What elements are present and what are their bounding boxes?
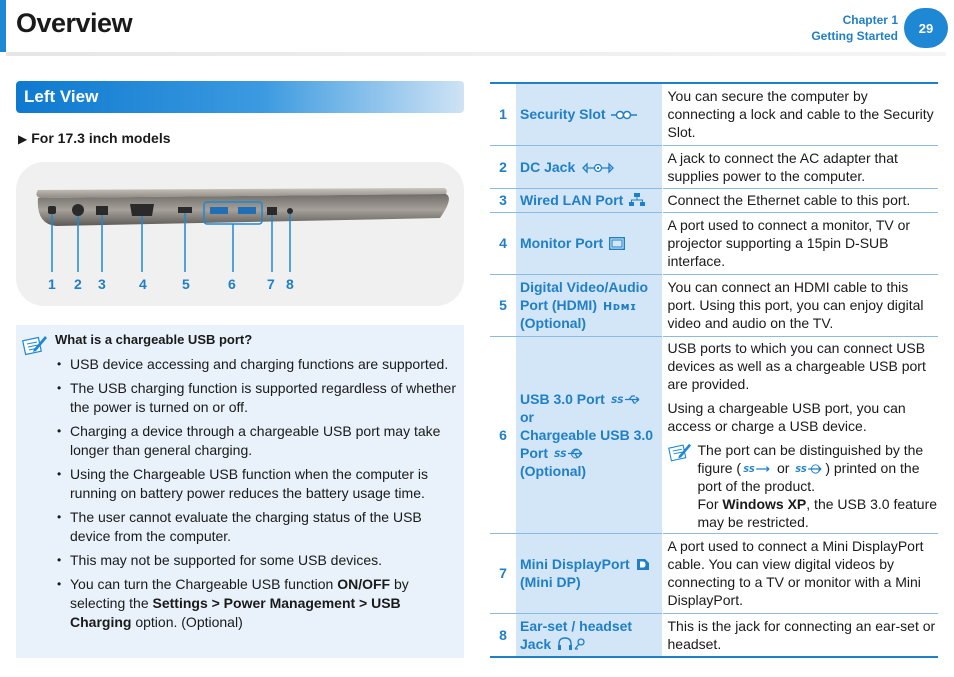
chapter-number: Chapter 1 — [842, 13, 898, 27]
note-item-settings: • You can turn the Chargeable USB function ON/OFF by selecting the Settings > Power Management > USB Charging option. (Optional) — [70, 575, 462, 632]
port-description: A port used to connect a Mini DisplayPort cable. You can view digital videos by connecting to a TV or monitor with a Mini DisplayPort. — [667, 538, 924, 608]
monitor-icon — [609, 237, 625, 250]
models-label-text: For 17.3 inch models — [31, 130, 171, 146]
port-number-3: 3 — [98, 276, 106, 292]
table-row — [490, 83, 938, 145]
row-number: 5 — [490, 274, 516, 336]
table-row — [490, 336, 938, 533]
page-title: Overview — [16, 8, 133, 38]
header-divider — [6, 52, 946, 56]
chapter-title: Getting Started — [811, 29, 898, 43]
laptop-left-view-image — [16, 162, 464, 306]
header-accent-bar — [0, 0, 6, 52]
port-description: Connect the Ethernet cable to this port. — [667, 192, 911, 208]
ports-table — [490, 82, 938, 658]
row-number: 3 — [490, 188, 516, 212]
row-number: 1 — [490, 83, 516, 145]
port-name: USB 3.0 Port SS or Chargeable USB 3.0 Port SS (Optional) — [516, 336, 662, 533]
chargeable-usb-note — [16, 325, 464, 658]
port-name: Monitor Port — [516, 212, 662, 274]
port-name: Digital Video/Audio Port (HDMI) Hᴅᴍɪ (Optional) — [516, 274, 662, 336]
port-name: Ear-set / headset Jack — [516, 613, 662, 657]
port-number-5: 5 — [182, 276, 190, 292]
table-row — [490, 145, 938, 188]
hdmi-icon — [603, 300, 647, 312]
section-title: Left View — [24, 87, 99, 106]
note-title: What is a chargeable USB port? — [55, 332, 253, 347]
vga-port — [130, 204, 154, 216]
pencil-note-icon — [22, 333, 48, 362]
svg-text:SS: SS — [553, 449, 567, 460]
security-slot-port — [48, 206, 56, 214]
usb-subnote: The port can be distinguished by the figure ( SS or SS ) printed on the port of the product. For Windows XP, the USB 3.0 feature may be restricted. — [668, 441, 939, 531]
row-number: 6 — [490, 336, 516, 533]
chargeable-usb3-icon — [795, 463, 825, 475]
usb-desc-2: Using a chargeable USB port, you can access or charge a USB device. — [667, 399, 906, 434]
port-description: You can connect an HDMI cable to this port. Using this port, you can enjoy digital video and audio on the TV. — [667, 279, 924, 331]
row-number: 2 — [490, 145, 516, 188]
note-item: • Using the Chargeable USB function when the computer is running on battery power reduces the battery usage time. — [70, 465, 462, 503]
usb-desc-1: USB ports to which you can connect USB devices as well as a chargeable USB port are provided. — [667, 339, 926, 392]
port-name: Security Slot — [516, 83, 662, 145]
table-row — [490, 188, 938, 212]
port-number-8: 8 — [286, 276, 294, 292]
lock-slot-icon — [611, 109, 637, 121]
row-number: 8 — [490, 613, 516, 657]
svg-text:Hᴅᴍɪ: Hᴅᴍɪ — [602, 300, 637, 312]
port-number-2: 2 — [74, 276, 82, 292]
note-item: • The user cannot evaluate the charging status of the USB device from the computer. — [70, 508, 462, 546]
svg-text:SS: SS — [743, 463, 755, 474]
lan-port — [96, 206, 108, 215]
chapter-label — [811, 12, 898, 44]
note-item: • USB device accessing and charging functions are supported. — [70, 355, 462, 374]
port-name: DC Jack — [516, 145, 662, 188]
row-number: 4 — [490, 212, 516, 274]
row-number: 7 — [490, 533, 516, 613]
usb-port-1 — [210, 207, 228, 214]
table-row — [490, 274, 938, 336]
usb3-icon — [611, 393, 643, 406]
note-item: • The USB charging function is supported regardless of whether the power is turned on or off. — [70, 379, 462, 417]
port-description: A jack to connect the AC adapter that supplies power to the computer. — [667, 149, 898, 184]
table-row — [490, 212, 938, 274]
port-number-1: 1 — [48, 276, 56, 292]
note-item: • This may not be supported for some USB devices. — [70, 551, 462, 570]
displayport-icon — [636, 558, 650, 571]
usb3-icon — [743, 463, 773, 475]
table-row — [490, 533, 938, 613]
pencil-note-icon — [668, 441, 692, 467]
usb-port-2 — [238, 207, 256, 214]
port-description: A port used to connect a monitor, TV or projector supporting a 15pin D-SUB interface. — [667, 217, 911, 269]
chargeable-usb3-icon — [554, 447, 586, 460]
headset-jack-port — [287, 208, 293, 214]
port-name: Wired LAN Port — [516, 188, 662, 212]
models-label — [18, 130, 171, 146]
svg-text:SS: SS — [795, 463, 808, 474]
headset-icon — [557, 637, 587, 651]
laptop-illustration — [16, 162, 464, 306]
port-number-4: 4 — [139, 276, 147, 292]
dc-jack-port — [72, 204, 84, 216]
note-list — [70, 355, 462, 637]
port-description: This is the jack for connecting an ear-set or headset. — [667, 617, 936, 652]
dc-jack-icon — [581, 162, 615, 174]
port-description — [662, 336, 938, 533]
table-row — [490, 613, 938, 657]
lan-icon — [629, 193, 645, 207]
note-item: • Charging a device through a chargeable USB port may take longer than general charging. — [70, 422, 462, 460]
port-number-7: 7 — [267, 276, 275, 292]
page-number-badge: 29 — [904, 8, 948, 48]
port-name: Mini DisplayPort (Mini DP) — [516, 533, 662, 613]
hdmi-port — [178, 207, 192, 213]
svg-text:SS: SS — [610, 395, 624, 406]
mini-displayport-port — [267, 207, 277, 215]
port-number-6: 6 — [228, 276, 236, 292]
triangle-arrow-icon: ▶ — [18, 132, 28, 146]
port-description: You can secure the computer by connecting a lock and cable to the Security Slot. — [667, 88, 934, 141]
